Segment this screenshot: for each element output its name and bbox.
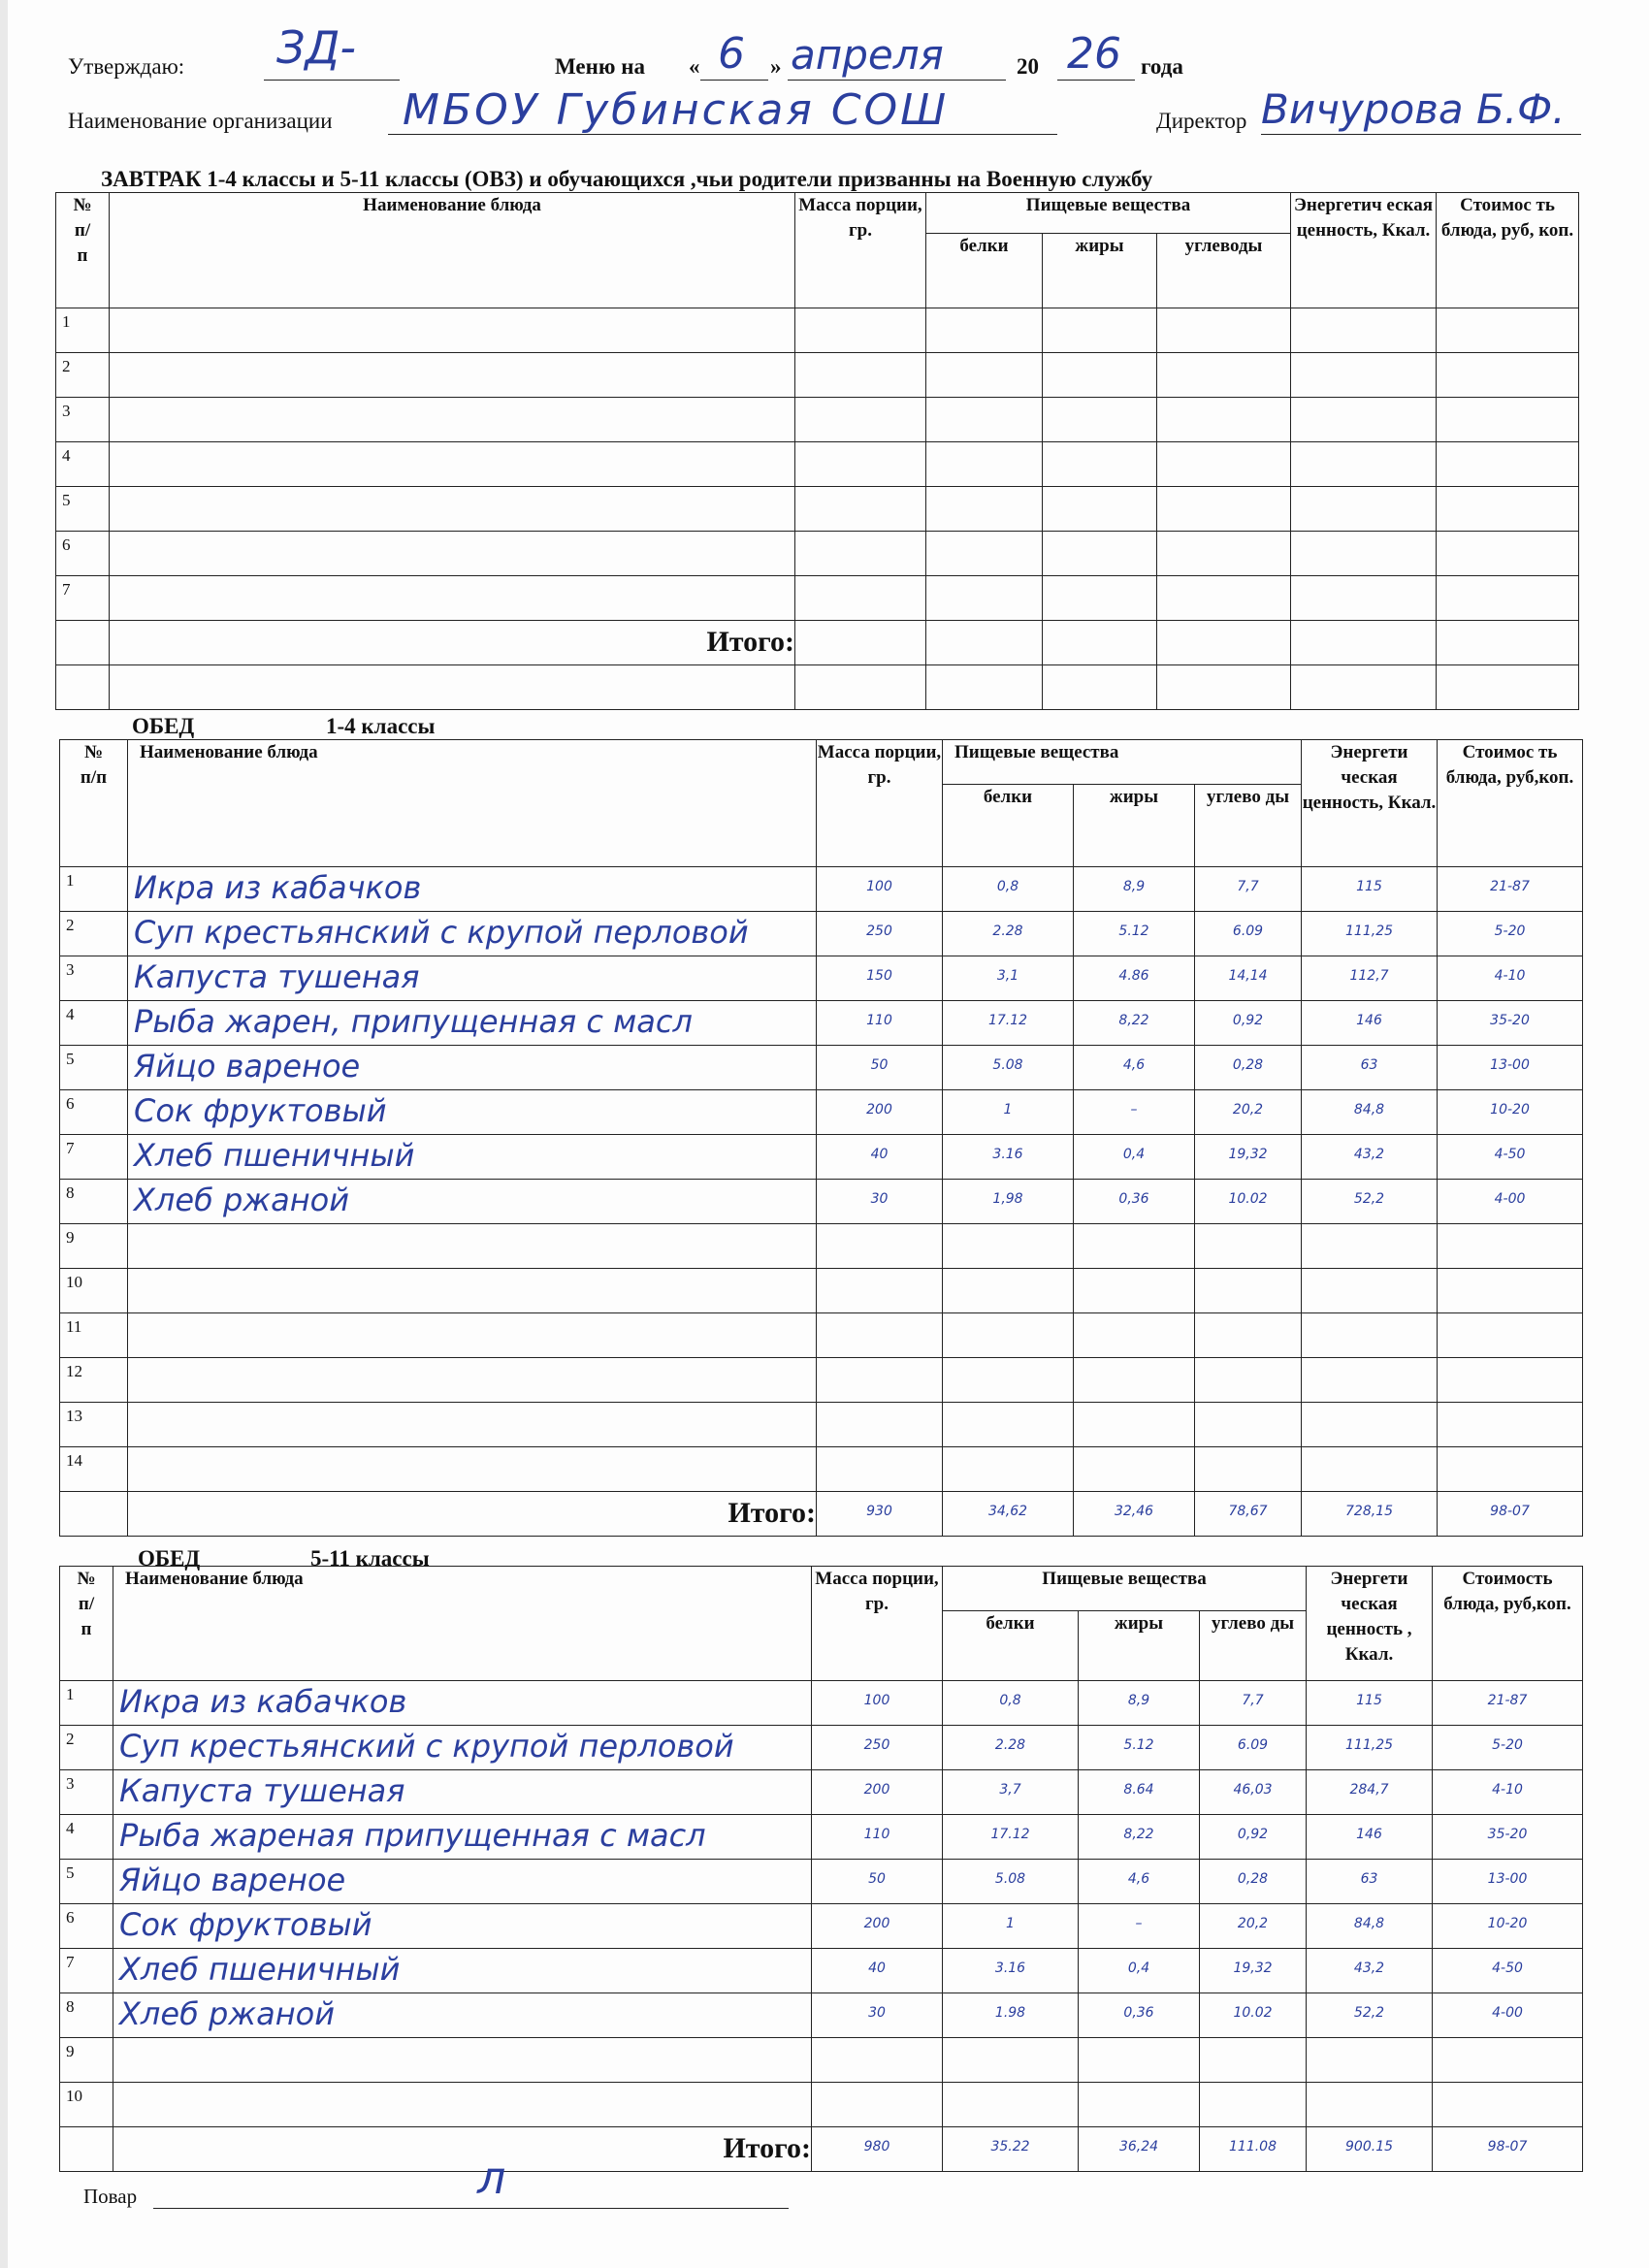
breakfast-header-protein: белки xyxy=(926,234,1043,308)
row-number: 8 xyxy=(66,1997,75,2016)
dish-energy: 52,2 xyxy=(1353,1191,1385,1207)
table-row xyxy=(56,665,1579,710)
lunch-5-11-total-fat: 36,24 xyxy=(1118,2139,1159,2155)
lunch-5-11-total-row xyxy=(60,2127,1583,2172)
table-row xyxy=(60,1135,1583,1180)
table-row xyxy=(60,1403,1583,1447)
year-prefix: 20 xyxy=(1017,54,1039,79)
dish-name: Икра из кабачков xyxy=(134,869,422,906)
lunch-1-4-section: ОБЕД xyxy=(132,714,195,738)
table-row xyxy=(60,1770,1583,1815)
dish-cost: 5-20 xyxy=(1494,923,1526,939)
dish-protein: 2.28 xyxy=(994,1737,1026,1753)
table-row xyxy=(60,1313,1583,1358)
breakfast-header-fat: жиры xyxy=(1043,234,1157,308)
dish-mass: 100 xyxy=(866,879,892,894)
table-row xyxy=(60,1269,1583,1313)
org-label: Наименование организации xyxy=(68,109,333,133)
dish-fat: 0,36 xyxy=(1123,2005,1154,2021)
dish-energy: 115 xyxy=(1356,1693,1382,1708)
scan-edge xyxy=(0,0,8,2268)
dish-protein: 5.08 xyxy=(994,1871,1026,1887)
row-number: 9 xyxy=(66,2042,75,2060)
dish-mass: 200 xyxy=(863,1782,890,1798)
table-row xyxy=(60,1949,1583,1993)
table-row xyxy=(60,1001,1583,1046)
dish-energy: 146 xyxy=(1356,1013,1382,1028)
row-number: 4 xyxy=(66,1819,75,1837)
dish-mass: 150 xyxy=(866,968,892,984)
dish-energy: 43,2 xyxy=(1353,1147,1385,1162)
year-underline xyxy=(1057,80,1135,81)
dish-name: Суп крестьянский с крупой перловой xyxy=(134,914,749,951)
dish-energy: 111,25 xyxy=(1345,923,1394,939)
table-row xyxy=(60,1681,1583,1726)
dish-fat: 8,22 xyxy=(1118,1013,1149,1028)
dish-fat: 0,4 xyxy=(1122,1147,1146,1162)
table-row xyxy=(60,1358,1583,1403)
row-number: 13 xyxy=(66,1407,82,1425)
table-row xyxy=(60,2038,1583,2083)
dish-fat: – xyxy=(1135,1916,1143,1931)
table-row xyxy=(60,1860,1583,1904)
dish-energy: 84,8 xyxy=(1353,1102,1385,1118)
dish-name: Яйцо вареное xyxy=(134,1048,361,1085)
dish-energy: 146 xyxy=(1356,1827,1382,1842)
dish-fat: 4,6 xyxy=(1127,1871,1150,1887)
table-row xyxy=(60,867,1583,912)
lunch-5-11-header-num: № п/ п xyxy=(60,1567,113,1681)
lunch-1-4-header-name: Наименование блюда xyxy=(128,740,817,867)
dish-mass: 30 xyxy=(870,1191,889,1207)
dish-energy: 115 xyxy=(1356,879,1382,894)
dish-carbs: 19,32 xyxy=(1233,1960,1273,1976)
row-number: 6 xyxy=(66,1094,75,1113)
dish-name: Рыба жарен, припущенная с масл xyxy=(134,1003,693,1040)
dish-fat: 0,36 xyxy=(1118,1191,1149,1207)
approve-signature: ЗД- xyxy=(276,21,357,74)
dish-protein: 0,8 xyxy=(996,879,1019,894)
dish-name: Хлеб пшеничный xyxy=(119,1951,401,1988)
breakfast-table xyxy=(55,192,1579,710)
dish-protein: 3.16 xyxy=(992,1147,1023,1162)
lunch-5-11-table xyxy=(59,1566,1583,2172)
dish-fat: 8,9 xyxy=(1122,879,1146,894)
dish-fat: 8,22 xyxy=(1123,1827,1154,1842)
row-number: 7 xyxy=(62,580,71,599)
breakfast-header-num: № п/ п xyxy=(56,193,110,308)
dish-mass: 50 xyxy=(868,1871,886,1887)
lunch-5-11-total-energy: 900.15 xyxy=(1345,2139,1394,2155)
dish-mass: 40 xyxy=(870,1147,889,1162)
dish-protein: 1,98 xyxy=(992,1191,1023,1207)
table-row xyxy=(56,576,1579,621)
row-number: 5 xyxy=(62,491,71,509)
dish-mass: 200 xyxy=(863,1916,890,1931)
dish-cost: 21-87 xyxy=(1490,879,1530,894)
lunch-1-4-total-row xyxy=(60,1492,1583,1537)
dish-mass: 50 xyxy=(870,1057,889,1073)
row-number: 11 xyxy=(66,1317,82,1336)
dish-protein: 3,7 xyxy=(999,1782,1021,1798)
dish-protein: 17.12 xyxy=(987,1013,1028,1028)
table-row xyxy=(60,1046,1583,1090)
lunch-5-11-total-protein: 35.22 xyxy=(990,2139,1030,2155)
director-underline xyxy=(1261,134,1581,135)
breakfast-header-name: Наименование блюда xyxy=(110,193,795,308)
dish-energy: 84,8 xyxy=(1353,1916,1385,1931)
dish-cost: 4-50 xyxy=(1492,1960,1523,1976)
approve-label: Утверждаю: xyxy=(68,54,185,79)
lunch-1-4-header-nutrients: Пищевые вещества xyxy=(943,740,1302,785)
menu-month: апреля xyxy=(791,31,944,79)
lunch-1-4-header-protein: белки xyxy=(943,785,1074,867)
lunch-1-4-total-protein: 34,62 xyxy=(987,1504,1028,1519)
month-underline xyxy=(788,80,1006,81)
breakfast-title: ЗАВТРАК 1-4 классы и 5-11 классы (ОВЗ) и обучающихся ,чьи родители призванны на Военную службу xyxy=(101,167,1153,191)
dish-name: Капуста тушеная xyxy=(134,958,420,995)
table-row xyxy=(56,487,1579,532)
lunch-5-11-total-label: Итого: xyxy=(113,2127,812,2172)
row-number: 3 xyxy=(66,1774,75,1793)
table-row xyxy=(60,912,1583,956)
dish-fat: 8.64 xyxy=(1123,1782,1154,1798)
dish-cost: 4-50 xyxy=(1494,1147,1526,1162)
row-number: 6 xyxy=(62,535,71,554)
row-number: 5 xyxy=(66,1050,75,1068)
year-suffix: 26 xyxy=(1067,29,1121,79)
dish-cost: 4-10 xyxy=(1492,1782,1523,1798)
dish-cost: 4-00 xyxy=(1492,2005,1523,2021)
lunch-1-4-header-energy: Энергети ческая ценность, Ккал. xyxy=(1302,740,1438,867)
dish-mass: 30 xyxy=(868,2005,886,2021)
lunch-5-11-classes: 5-11 классы xyxy=(310,1546,430,1571)
table-row xyxy=(56,308,1579,353)
dish-name: Яйцо вареное xyxy=(119,1862,346,1898)
dish-name: Хлеб пшеничный xyxy=(134,1137,415,1174)
cook-underline xyxy=(153,2208,789,2209)
table-row xyxy=(60,1224,1583,1269)
dish-cost: 4-10 xyxy=(1494,968,1526,984)
lunch-1-4-classes: 1-4 классы xyxy=(326,714,436,738)
dish-carbs: 0,28 xyxy=(1232,1057,1264,1073)
dish-name: Хлеб ржаной xyxy=(119,1995,336,2032)
table-row xyxy=(56,398,1579,442)
dish-protein: 5.08 xyxy=(992,1057,1023,1073)
lunch-5-11-header-nutrients: Пищевые вещества xyxy=(943,1567,1307,1611)
table-row xyxy=(56,532,1579,576)
dish-carbs: 7,7 xyxy=(1237,879,1259,894)
row-number: 2 xyxy=(66,916,75,934)
dish-name: Сок фруктовый xyxy=(134,1092,387,1129)
lunch-1-4-total-label: Итого: xyxy=(128,1492,817,1537)
lunch-5-11-header-energy: Энергети ческая ценность , Ккал. xyxy=(1307,1567,1433,1681)
dish-mass: 250 xyxy=(863,1737,890,1753)
lunch-5-11-total-cost: 98-07 xyxy=(1487,2139,1528,2155)
dish-cost: 35-20 xyxy=(1487,1827,1528,1842)
dish-fat: 8,9 xyxy=(1127,1693,1150,1708)
dish-protein: 1 xyxy=(1003,1102,1013,1118)
dish-name: Хлеб ржаной xyxy=(134,1182,350,1218)
row-number: 7 xyxy=(66,1139,75,1157)
table-row xyxy=(60,1993,1583,2038)
row-number: 2 xyxy=(62,357,71,375)
row-number: 6 xyxy=(66,1908,75,1927)
lunch-1-4-total-cost: 98-07 xyxy=(1490,1504,1530,1519)
dish-carbs: 14,14 xyxy=(1228,968,1268,984)
dish-fat: 4.86 xyxy=(1118,968,1149,984)
row-number: 1 xyxy=(66,871,75,890)
dish-protein: 2.28 xyxy=(992,923,1023,939)
dish-carbs: 0,92 xyxy=(1232,1013,1264,1028)
dish-energy: 52,2 xyxy=(1353,2005,1385,2021)
breakfast-header-energy: Энергетич еская ценность, Ккал. xyxy=(1291,193,1437,308)
breakfast-header-carbs: углеводы xyxy=(1157,234,1291,308)
dish-energy: 63 xyxy=(1360,1871,1378,1887)
dish-carbs: 20,2 xyxy=(1237,1916,1269,1931)
dish-name: Сок фруктовый xyxy=(119,1906,372,1943)
dish-protein: 0,8 xyxy=(999,1693,1021,1708)
dish-fat: 5.12 xyxy=(1123,1737,1154,1753)
row-number: 3 xyxy=(62,402,71,420)
org-value: МБОУ Губинская СОШ xyxy=(403,85,950,135)
table-row xyxy=(60,1904,1583,1949)
dish-protein: 1 xyxy=(1006,1916,1015,1931)
dish-carbs: 10.02 xyxy=(1233,2005,1273,2021)
breakfast-total-row xyxy=(56,621,1579,665)
table-row xyxy=(60,2083,1583,2127)
lunch-1-4-total-energy: 728,15 xyxy=(1345,1504,1394,1519)
row-number: 1 xyxy=(62,312,71,331)
lunch-5-11-header-carbs: углево ды xyxy=(1200,1611,1307,1681)
row-number: 3 xyxy=(66,960,75,979)
director-value: Вичурова Б.Ф. xyxy=(1261,85,1566,133)
dish-protein: 17.12 xyxy=(990,1827,1030,1842)
dish-cost: 13-00 xyxy=(1487,1871,1528,1887)
lunch-5-11-header-cost: Стоимость блюда, руб,коп. xyxy=(1433,1567,1583,1681)
dish-energy: 43,2 xyxy=(1353,1960,1385,1976)
cook-signature: л xyxy=(477,2152,506,2204)
dish-cost: 10-20 xyxy=(1487,1916,1528,1931)
dish-carbs: 0,92 xyxy=(1237,1827,1269,1842)
lunch-1-4-total-fat: 32,46 xyxy=(1114,1504,1154,1519)
dish-carbs: 7,7 xyxy=(1242,1693,1264,1708)
dish-mass: 110 xyxy=(863,1827,890,1842)
dish-protein: 3.16 xyxy=(994,1960,1026,1976)
breakfast-header-nutrients: Пищевые вещества xyxy=(926,193,1291,234)
lunch-5-11-total-carbs: 111.08 xyxy=(1229,2139,1277,2155)
dish-energy: 63 xyxy=(1360,1057,1378,1073)
dish-fat: 0,4 xyxy=(1127,1960,1150,1976)
director-label: Директор xyxy=(1156,109,1247,133)
dish-protein: 1.98 xyxy=(994,2005,1026,2021)
dish-cost: 13-00 xyxy=(1490,1057,1530,1073)
dish-carbs: 6.09 xyxy=(1237,1737,1269,1753)
dish-name: Икра из кабачков xyxy=(119,1683,407,1720)
dish-name: Капуста тушеная xyxy=(119,1772,405,1809)
row-number: 1 xyxy=(66,1685,75,1703)
dish-energy: 111,25 xyxy=(1345,1737,1394,1753)
dish-carbs: 6.09 xyxy=(1232,923,1264,939)
dish-mass: 250 xyxy=(866,923,892,939)
table-row xyxy=(60,1815,1583,1860)
dish-cost: 10-20 xyxy=(1490,1102,1530,1118)
dish-energy: 112,7 xyxy=(1349,968,1389,984)
dish-mass: 100 xyxy=(863,1693,890,1708)
lunch-1-4-total-carbs: 78,67 xyxy=(1228,1504,1268,1519)
dish-cost: 35-20 xyxy=(1490,1013,1530,1028)
dish-cost: 21-87 xyxy=(1487,1693,1528,1708)
table-row xyxy=(60,1180,1583,1224)
approve-underline xyxy=(264,80,400,81)
dish-fat: – xyxy=(1130,1102,1138,1118)
row-number: 12 xyxy=(66,1362,82,1380)
breakfast-header-mass: Масса порции, гр. xyxy=(795,193,926,308)
year-word: года xyxy=(1141,54,1183,79)
dish-fat: 5.12 xyxy=(1118,923,1149,939)
lunch-1-4-header-num: № п/п xyxy=(60,740,128,867)
dish-carbs: 0,28 xyxy=(1237,1871,1269,1887)
lunch-1-4-header-cost: Стоимос ть блюда, руб,коп. xyxy=(1438,740,1583,867)
dish-carbs: 10.02 xyxy=(1228,1191,1268,1207)
dish-mass: 110 xyxy=(866,1013,892,1028)
lunch-5-11-header-mass: Масса порции, гр. xyxy=(812,1567,943,1681)
lunch-5-11-header-name: Наименование блюда xyxy=(113,1567,812,1681)
menu-day: 6 xyxy=(718,29,745,79)
org-underline xyxy=(388,134,1057,135)
row-number: 5 xyxy=(66,1863,75,1882)
table-row xyxy=(60,1090,1583,1135)
breakfast-total-label: Итого: xyxy=(110,621,795,665)
dish-protein: 3,1 xyxy=(996,968,1019,984)
row-number: 2 xyxy=(66,1730,75,1748)
row-number: 4 xyxy=(62,446,71,465)
lunch-1-4-header-carbs: углево ды xyxy=(1195,785,1302,867)
table-row xyxy=(56,442,1579,487)
lunch-5-11-total-mass: 980 xyxy=(863,2139,890,2155)
row-number: 4 xyxy=(66,1005,75,1023)
dish-carbs: 46,03 xyxy=(1233,1782,1273,1798)
dish-name: Суп крестьянский с крупой перловой xyxy=(119,1728,734,1765)
dish-mass: 200 xyxy=(866,1102,892,1118)
quote-open: « xyxy=(689,54,700,79)
dish-energy: 284,7 xyxy=(1349,1782,1389,1798)
dish-mass: 40 xyxy=(868,1960,886,1976)
row-number: 8 xyxy=(66,1183,75,1202)
lunch-1-4-header-mass: Масса порции, гр. xyxy=(817,740,943,867)
lunch-1-4-header-fat: жиры xyxy=(1074,785,1195,867)
dish-name: Рыба жареная припущенная с масл xyxy=(119,1817,706,1854)
row-number: 10 xyxy=(66,2087,82,2105)
lunch-1-4-table xyxy=(59,739,1583,1537)
lunch-1-4-total-mass: 930 xyxy=(866,1504,892,1519)
row-number: 10 xyxy=(66,1273,82,1291)
dish-carbs: 20,2 xyxy=(1232,1102,1264,1118)
row-number: 14 xyxy=(66,1451,82,1470)
table-row xyxy=(56,353,1579,398)
table-row xyxy=(60,1726,1583,1770)
menu-label: Меню на xyxy=(555,54,645,79)
table-row xyxy=(60,1447,1583,1492)
dish-cost: 4-00 xyxy=(1494,1191,1526,1207)
cook-label: Повар xyxy=(83,2185,138,2208)
day-underline xyxy=(700,80,768,81)
row-number: 9 xyxy=(66,1228,75,1247)
lunch-5-11-section: ОБЕД xyxy=(138,1546,201,1571)
table-row xyxy=(60,956,1583,1001)
lunch-5-11-header-fat: жиры xyxy=(1079,1611,1200,1681)
dish-fat: 4,6 xyxy=(1122,1057,1146,1073)
row-number: 7 xyxy=(66,1953,75,1971)
dish-cost: 5-20 xyxy=(1492,1737,1523,1753)
breakfast-header-cost: Стоимос ть блюда, руб, коп. xyxy=(1437,193,1579,308)
lunch-5-11-header-protein: белки xyxy=(943,1611,1079,1681)
quote-close: » xyxy=(770,54,782,79)
dish-carbs: 19,32 xyxy=(1228,1147,1268,1162)
